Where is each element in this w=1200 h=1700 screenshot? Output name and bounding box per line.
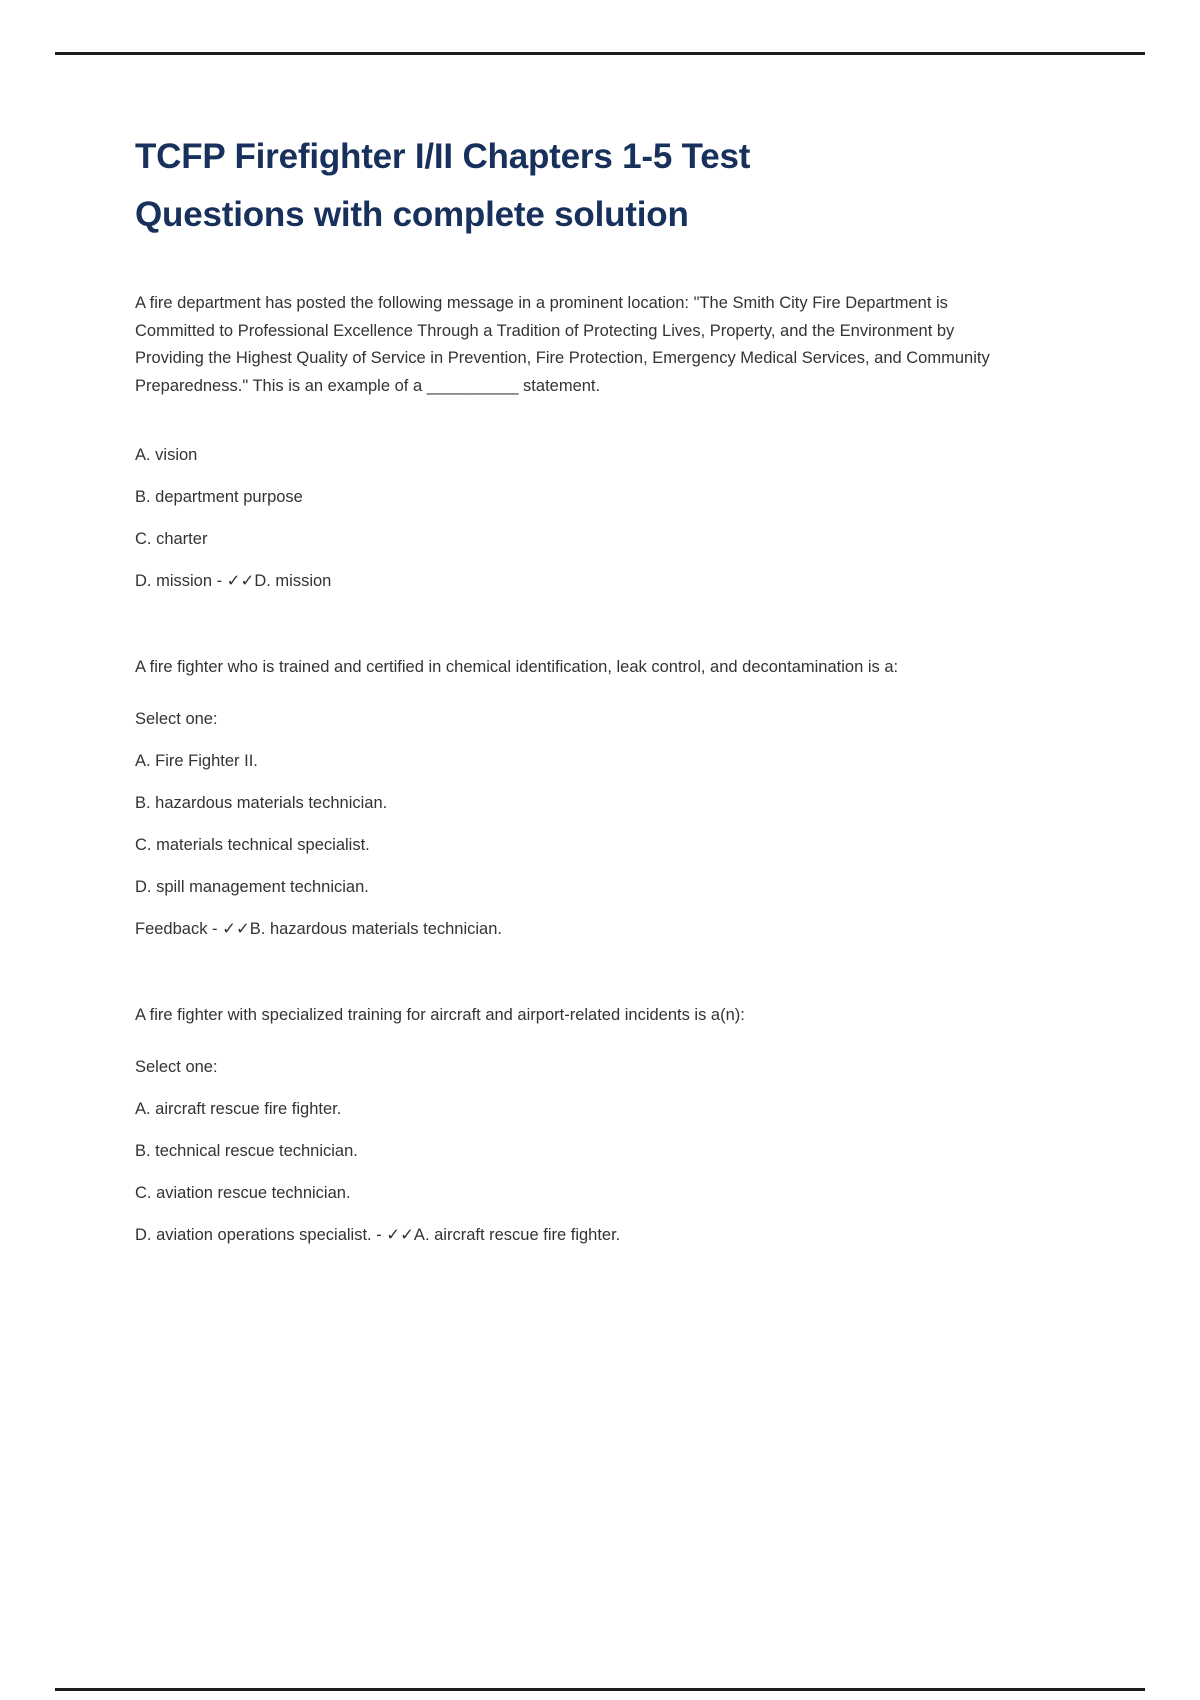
page-title-line-2: Questions with complete solution [135,195,689,234]
spacer [135,244,1015,290]
question-2-option-a[interactable]: A. Fire Fighter II. [135,752,258,770]
question-1-option-c[interactable]: C. charter [135,530,208,548]
page-title [135,128,1015,244]
question-block-1 [135,290,1015,602]
question-2-select-prompt: Select one: [135,710,218,728]
question-3-option-a[interactable]: A. aircraft rescue fire fighter. [135,1100,342,1118]
question-stem-1: A fire department has posted the following message in a prominent location: "The Smith City Fire Department is Committed to Professional Excellence Through a Tradition of Protecting Lives, Property, and the Environment by Providing the Highest Quality of Service in Prevention, Fire Protection, Emergency Medical Services, and Community Preparedness." This is an example of a __________ statement. [135,294,990,395]
question-stem-2: A fire fighter who is trained and certified in chemical identification, leak control, and decontamination is a: [135,657,899,676]
spacer [135,950,1015,984]
question-1-option-a[interactable]: A. vision [135,446,198,464]
question-1-option-d-answer[interactable]: D. mission - ✓✓D. mission [135,572,332,590]
spacer [135,400,1015,434]
question-3-select-prompt: Select one: [135,1058,218,1076]
page-title-line-1: TCFP Firefighter I/II Chapters 1-5 Test [135,137,751,176]
question-2-option-d[interactable]: D. spill management technician. [135,878,369,896]
footer-divider [55,1688,1145,1691]
header-divider [55,52,1145,55]
question-block-3 [135,1001,1015,1257]
spacer [135,602,1015,636]
question-2-option-c[interactable]: C. materials technical specialist. [135,836,370,854]
question-3-option-d-answer[interactable]: D. aviation operations specialist. - ✓✓A. aircraft rescue fire fighter. [135,1226,621,1244]
question-2-feedback: Feedback - ✓✓B. hazardous materials technician. [135,920,502,938]
question-3-option-c[interactable]: C. aviation rescue technician. [135,1184,351,1202]
question-3-option-b[interactable]: B. technical rescue technician. [135,1142,358,1160]
question-2-option-b[interactable]: B. hazardous materials technician. [135,794,388,812]
document-content [135,128,1015,1256]
question-stem-3: A fire fighter with specialized training for aircraft and airport-related incidents is a(n): [135,1005,745,1024]
question-block-2 [135,653,1015,951]
question-1-option-b[interactable]: B. department purpose [135,488,303,506]
